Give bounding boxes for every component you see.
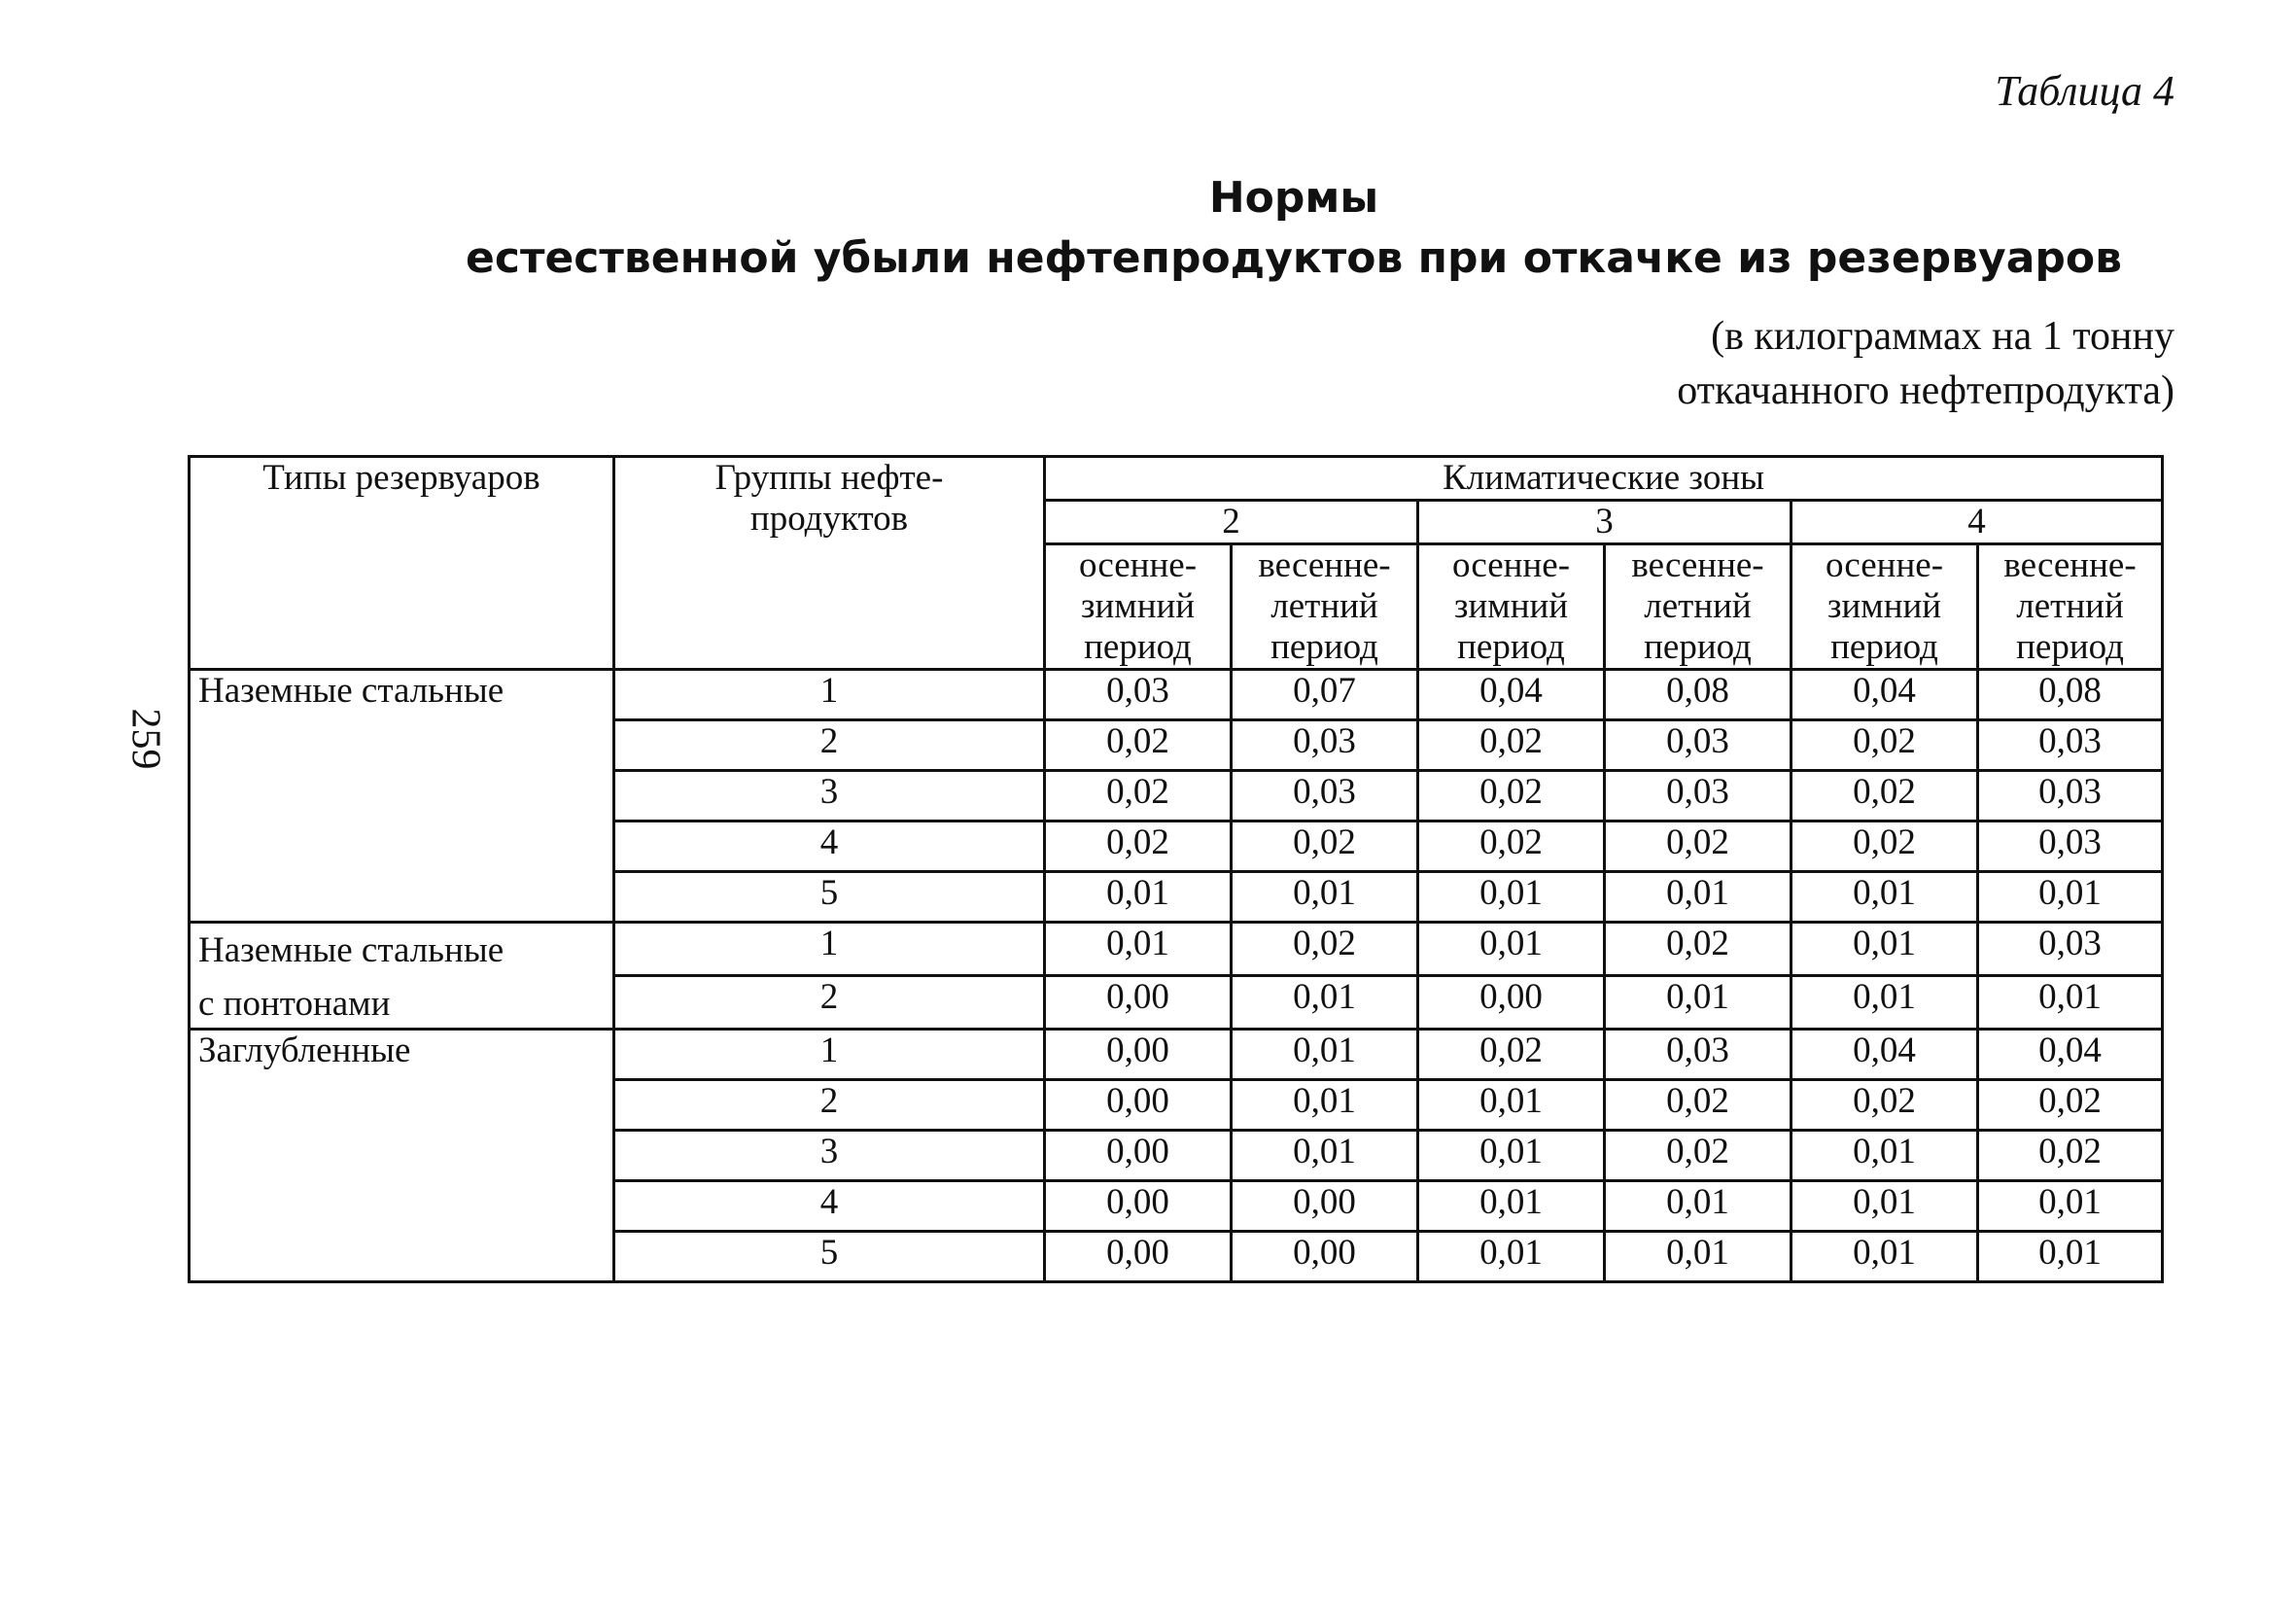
- value-cell: 0,02: [1418, 1030, 1605, 1080]
- value-cell: 0,00: [1232, 1181, 1418, 1232]
- value-cell: 0,01: [1605, 1181, 1792, 1232]
- header-spring-summer: [1605, 544, 1792, 670]
- group-cell: 3: [614, 771, 1045, 821]
- value-cell: 0,01: [1978, 976, 2163, 1030]
- period-line: осенне-: [1078, 545, 1198, 585]
- value-cell: 0,02: [1792, 720, 1978, 771]
- value-cell: 0,01: [1232, 872, 1418, 923]
- tank-type-cell: Заглубленные: [190, 1030, 614, 1282]
- group-cell: 1: [614, 670, 1045, 720]
- value-cell: 0,04: [1418, 670, 1605, 720]
- value-cell: 0,03: [1978, 923, 2163, 976]
- title-line-2: естественной убыли нефтепродуктов при откачке из резервуаров: [466, 233, 2122, 283]
- period-line: осенне-: [1451, 545, 1571, 585]
- value-cell: 0,01: [1418, 1080, 1605, 1131]
- value-cell: 0,00: [1045, 1030, 1232, 1080]
- header-climate-zones: Климатические зоны: [1045, 457, 2163, 501]
- period-line: зимний: [1453, 586, 1569, 626]
- value-cell: 0,08: [1978, 670, 2163, 720]
- value-cell: 0,04: [1978, 1030, 2163, 1080]
- group-cell: 4: [614, 821, 1045, 872]
- value-cell: 0,03: [1978, 771, 2163, 821]
- value-cell: 0,02: [1418, 720, 1605, 771]
- value-cell: 0,01: [1232, 1131, 1418, 1181]
- period-line: летний: [1270, 586, 1378, 626]
- value-cell: 0,02: [1792, 771, 1978, 821]
- units-line-2: откачанного нефтепродукта): [1677, 368, 2174, 413]
- group-cell: 2: [614, 1080, 1045, 1131]
- period-line: весенне-: [1631, 545, 1764, 585]
- value-cell: 0,01: [1605, 976, 1792, 1030]
- period-line: период: [1457, 627, 1565, 667]
- header-row-1: [190, 457, 2163, 501]
- value-cell: 0,01: [1045, 923, 1232, 976]
- table-row: [190, 670, 2163, 720]
- value-cell: 0,01: [1978, 1181, 2163, 1232]
- value-cell: 0,01: [1792, 872, 1978, 923]
- value-cell: 0,00: [1045, 1232, 1232, 1282]
- value-cell: 0,01: [1232, 1030, 1418, 1080]
- norms-table: [188, 455, 2164, 1283]
- value-cell: 0,03: [1605, 720, 1792, 771]
- value-cell: 0,03: [1605, 1030, 1792, 1080]
- value-cell: 0,02: [1045, 720, 1232, 771]
- value-cell: 0,02: [1045, 771, 1232, 821]
- value-cell: 0,00: [1045, 1181, 1232, 1232]
- value-cell: 0,02: [1605, 923, 1792, 976]
- period-line: период: [1830, 627, 1938, 667]
- group-cell: 1: [614, 1030, 1045, 1080]
- period-line: осенне-: [1825, 545, 1944, 585]
- value-cell: 0,02: [1045, 821, 1232, 872]
- group-cell: 5: [614, 1232, 1045, 1282]
- value-cell: 0,01: [1605, 872, 1792, 923]
- period-line: период: [1270, 627, 1378, 667]
- value-cell: 0,01: [1418, 872, 1605, 923]
- value-cell: 0,02: [1605, 821, 1792, 872]
- value-cell: 0,01: [1978, 1232, 2163, 1282]
- header-autumn-winter: [1045, 544, 1232, 670]
- header-autumn-winter: [1418, 544, 1605, 670]
- value-cell: 0,00: [1045, 1080, 1232, 1131]
- value-cell: 0,03: [1232, 771, 1418, 821]
- header-zone-2: 2: [1045, 501, 1418, 544]
- group-cell: 4: [614, 1181, 1045, 1232]
- value-cell: 0,08: [1605, 670, 1792, 720]
- value-cell: 0,02: [1792, 821, 1978, 872]
- value-cell: 0,01: [1418, 1181, 1605, 1232]
- header-product-group-line-2: продуктов: [749, 499, 909, 539]
- value-cell: 0,00: [1045, 1131, 1232, 1181]
- value-cell: 0,01: [1792, 1181, 1978, 1232]
- value-cell: 0,03: [1978, 720, 2163, 771]
- value-cell: 0,01: [1418, 923, 1605, 976]
- header-product-group: [614, 457, 1045, 670]
- value-cell: 0,07: [1232, 670, 1418, 720]
- value-cell: 0,02: [1418, 821, 1605, 872]
- value-cell: 0,00: [1232, 1232, 1418, 1282]
- header-product-group-line-1: Группы нефте-: [714, 458, 944, 498]
- value-cell: 0,01: [1418, 1232, 1605, 1282]
- group-cell: 2: [614, 720, 1045, 771]
- value-cell: 0,02: [1605, 1080, 1792, 1131]
- value-cell: 0,03: [1978, 821, 2163, 872]
- tank-type-cell: Наземные стальные: [190, 670, 614, 923]
- value-cell: 0,01: [1232, 976, 1418, 1030]
- value-cell: 0,02: [1232, 821, 1418, 872]
- period-line: весенне-: [1258, 545, 1391, 585]
- period-line: период: [2016, 627, 2124, 667]
- value-cell: 0,02: [1978, 1131, 2163, 1181]
- header-tank-type: Типы резервуаров: [190, 457, 614, 670]
- group-cell: 2: [614, 976, 1045, 1030]
- value-cell: 0,03: [1045, 670, 1232, 720]
- period-line: весенне-: [2003, 545, 2137, 585]
- group-cell: 5: [614, 872, 1045, 923]
- tank-type-line-1: Наземные стальные: [198, 930, 504, 970]
- value-cell: 0,02: [1232, 923, 1418, 976]
- value-cell: 0,01: [1232, 1080, 1418, 1131]
- value-cell: 0,02: [1605, 1131, 1792, 1181]
- tank-type-line-2: с понтонами: [198, 984, 391, 1024]
- value-cell: 0,01: [1418, 1131, 1605, 1181]
- period-line: летний: [2016, 586, 2124, 626]
- value-cell: 0,01: [1045, 872, 1232, 923]
- table-label: Таблица 4: [1995, 67, 2174, 115]
- value-cell: 0,02: [1978, 1080, 2163, 1131]
- value-cell: 0,04: [1792, 1030, 1978, 1080]
- value-cell: 0,02: [1418, 771, 1605, 821]
- header-autumn-winter: [1792, 544, 1978, 670]
- table-row: [190, 1030, 2163, 1080]
- value-cell: 0,00: [1045, 976, 1232, 1030]
- value-cell: 0,04: [1792, 670, 1978, 720]
- value-cell: 0,03: [1605, 771, 1792, 821]
- value-cell: 0,01: [1792, 1131, 1978, 1181]
- group-cell: 3: [614, 1131, 1045, 1181]
- period-line: летний: [1644, 586, 1752, 626]
- units-line-1: (в килограммах на 1 тонну: [1711, 314, 2174, 359]
- value-cell: 0,01: [1605, 1232, 1792, 1282]
- table-row: [190, 923, 2163, 976]
- tank-type-cell: [190, 923, 614, 1030]
- period-line: зимний: [1826, 586, 1942, 626]
- title-line-1: Нормы: [1208, 173, 1379, 223]
- header-zone-3: 3: [1418, 501, 1792, 544]
- group-cell: 1: [614, 923, 1045, 976]
- header-spring-summer: [1232, 544, 1418, 670]
- period-line: зимний: [1080, 586, 1196, 626]
- value-cell: 0,00: [1418, 976, 1605, 1030]
- value-cell: 0,01: [1978, 872, 2163, 923]
- header-spring-summer: [1978, 544, 2163, 670]
- value-cell: 0,01: [1792, 1232, 1978, 1282]
- header-zone-4: 4: [1792, 501, 2163, 544]
- period-line: период: [1644, 627, 1752, 667]
- value-cell: 0,01: [1792, 976, 1978, 1030]
- value-cell: 0,03: [1232, 720, 1418, 771]
- units-note: [1677, 309, 2174, 418]
- value-cell: 0,02: [1792, 1080, 1978, 1131]
- period-line: период: [1084, 627, 1192, 667]
- value-cell: 0,01: [1792, 923, 1978, 976]
- page-number: 259: [122, 708, 168, 770]
